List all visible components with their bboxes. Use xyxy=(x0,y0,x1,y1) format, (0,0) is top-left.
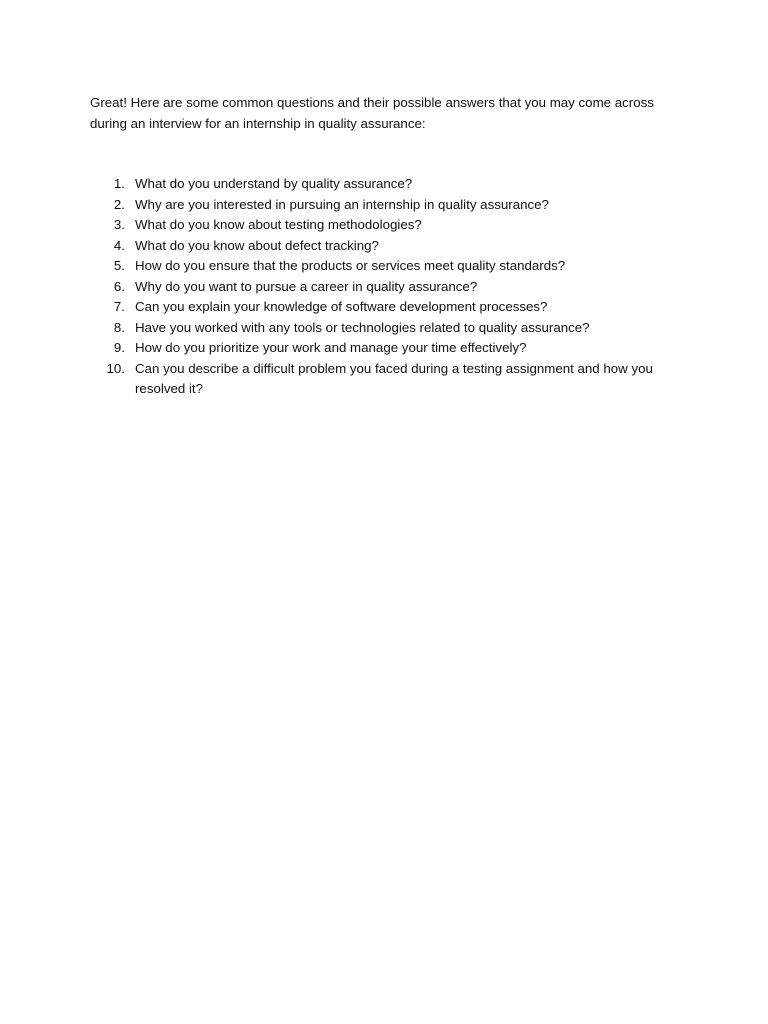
list-item-number: 6. xyxy=(113,278,125,294)
list-item xyxy=(90,338,690,359)
list-item-text: How do you ensure that the products or services meet quality standards? xyxy=(135,258,566,273)
list-item-text: What do you understand by quality assurance? xyxy=(135,176,413,191)
question-list xyxy=(90,174,690,400)
list-item-number: 1. xyxy=(113,176,125,191)
list-item-number: 8. xyxy=(113,319,125,335)
list-item xyxy=(90,236,690,257)
list-item xyxy=(90,359,690,400)
list-item-text: What do you know about testing methodologies? xyxy=(135,217,422,232)
list-item-text: Can you describe a difficult problem you faced during a testing assignment and how you resolved it? xyxy=(135,360,653,396)
list-item xyxy=(90,256,690,277)
list-item xyxy=(90,277,690,298)
list-item xyxy=(90,195,690,216)
list-item-text: Why do you want to pursue a career in quality assurance? xyxy=(135,278,478,294)
list-item xyxy=(90,215,690,236)
list-item-text: What do you know about defect tracking? xyxy=(135,237,379,253)
list-item xyxy=(90,174,690,195)
list-item-number: 2. xyxy=(113,196,125,212)
list-item-number: 9. xyxy=(113,340,125,355)
list-item-text: How do you prioritize your work and manage your time effectively? xyxy=(135,340,527,355)
list-item xyxy=(90,318,690,339)
list-item-text: Have you worked with any tools or technologies related to quality assurance? xyxy=(135,319,590,335)
list-item-number: 4. xyxy=(113,237,125,253)
list-item-number: 3. xyxy=(113,217,125,232)
list-item xyxy=(90,297,690,318)
list-item-number: 7. xyxy=(113,299,125,314)
list-item-number: 10. xyxy=(106,360,125,376)
intro-paragraph: Great! Here are some common questions and their possible answers that you may come across during an interview for an internship in quality assurance: xyxy=(90,95,654,131)
list-item-number: 5. xyxy=(113,258,125,273)
list-item-text: Can you explain your knowledge of software development processes? xyxy=(135,299,548,314)
list-item-text: Why are you interested in pursuing an internship in quality assurance? xyxy=(135,196,549,212)
